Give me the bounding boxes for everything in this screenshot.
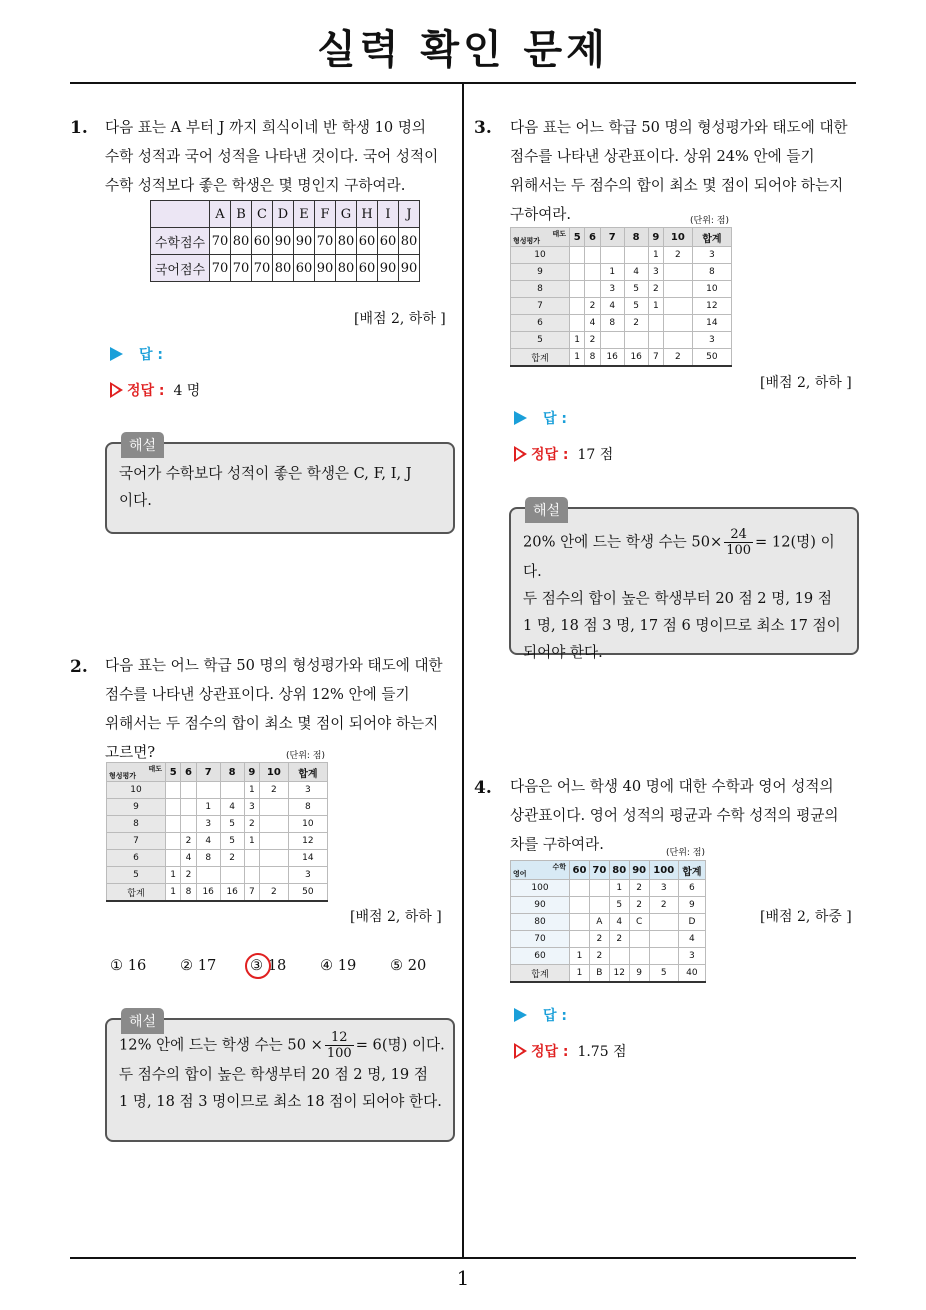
table-cell <box>609 948 629 965</box>
table-cell: 3 <box>648 264 663 281</box>
q2-unit: (단위: 점) <box>286 751 325 761</box>
table-cell <box>570 247 585 264</box>
table-row <box>511 914 706 931</box>
table-cell: 70 <box>315 228 336 255</box>
q2-score: [배점 2, 하하 ] <box>350 909 442 925</box>
table-cell: 14 <box>288 850 327 867</box>
table-cell: 16 <box>600 349 624 367</box>
table-cell: 14 <box>692 315 731 332</box>
table-cell <box>196 867 220 884</box>
table-cell <box>664 298 693 315</box>
q2-correlation-table <box>106 762 328 902</box>
row-label: 5 <box>107 867 166 884</box>
row-label: 8 <box>107 816 166 833</box>
table-cell <box>166 799 181 816</box>
table-cell <box>181 816 196 833</box>
table-header: 60 <box>570 861 590 880</box>
q3-explanation-box <box>509 503 859 661</box>
table-cell: 1 <box>570 965 590 983</box>
table-cell <box>585 247 600 264</box>
table-cell <box>664 264 693 281</box>
row-label: 9 <box>107 799 166 816</box>
table-row <box>511 281 732 298</box>
table-cell <box>570 298 585 315</box>
table-cell: 3 <box>196 816 220 833</box>
row-label: 합계 <box>511 965 570 983</box>
table-cell: 10 <box>692 281 731 298</box>
table-cell: 3 <box>692 247 731 264</box>
table-header: E <box>294 201 315 228</box>
table-row <box>511 264 732 281</box>
table-corner <box>151 201 210 228</box>
table-cell: 7 <box>648 349 663 367</box>
table-cell: 3 <box>600 281 624 298</box>
table-cell: 2 <box>260 884 289 902</box>
row-label: 국어점수 <box>151 255 210 282</box>
table-cell: 2 <box>244 816 259 833</box>
table-cell <box>648 315 663 332</box>
table-row <box>511 931 706 948</box>
table-header: A <box>210 201 231 228</box>
q2-number: 2. <box>70 657 88 677</box>
table-cell <box>589 897 609 914</box>
table-cell <box>166 782 181 799</box>
table-header: H <box>357 201 378 228</box>
table-cell: 4 <box>181 850 196 867</box>
table-cell: 7 <box>244 884 259 902</box>
explanation-tab: 해설 <box>121 1008 164 1034</box>
table-row <box>107 782 328 799</box>
table-cell <box>166 833 181 850</box>
row-label: 10 <box>107 782 166 799</box>
table-row <box>511 315 732 332</box>
table-cell <box>664 281 693 298</box>
q3-unit: (단위: 점) <box>690 216 729 226</box>
table-cell: 2 <box>260 782 289 799</box>
marked-answer-circle-icon <box>245 953 271 979</box>
table-header: 6 <box>585 228 600 247</box>
table-cell: 8 <box>181 884 196 902</box>
choice-3[interactable]: ③ 18 <box>250 957 287 974</box>
table-cell: 3 <box>288 867 327 884</box>
explanation-tab: 해설 <box>525 497 568 523</box>
table-header: I <box>378 201 399 228</box>
table-cell: 2 <box>589 948 609 965</box>
table-cell <box>166 850 181 867</box>
table-cell: 16 <box>196 884 220 902</box>
table-cell <box>260 816 289 833</box>
table-cell: B <box>589 965 609 983</box>
table-cell <box>181 799 196 816</box>
row-label: 합계 <box>107 884 166 902</box>
table-cell <box>166 816 181 833</box>
table-header: 합계 <box>692 228 731 247</box>
table-cell: 2 <box>220 850 244 867</box>
q1-line: 수학 성적과 국어 성적을 나타낸 것이다. 국어 성적이 <box>105 148 439 165</box>
table-header: 100 <box>649 861 678 880</box>
table-cell <box>600 332 624 349</box>
table-cell <box>570 281 585 298</box>
row-label: 합계 <box>511 349 570 367</box>
table-row <box>511 897 706 914</box>
table-header: 5 <box>570 228 585 247</box>
table-cell: 60 <box>252 228 273 255</box>
table-header: 7 <box>600 228 624 247</box>
table-cell: 8 <box>585 349 600 367</box>
table-cell <box>260 799 289 816</box>
table-cell: 2 <box>649 897 678 914</box>
q1-line: 수학 성적보다 좋은 학생은 몇 명인지 구하여라. <box>105 177 406 194</box>
table-header: G <box>336 201 357 228</box>
table-cell <box>624 332 648 349</box>
play-icon <box>110 347 123 361</box>
row-label: 7 <box>107 833 166 850</box>
table-cell: 2 <box>585 332 600 349</box>
table-cell <box>600 247 624 264</box>
table-cell: 4 <box>585 315 600 332</box>
table-header: 7 <box>196 763 220 782</box>
table-cell <box>589 880 609 897</box>
table-cell: 5 <box>649 965 678 983</box>
table-cell: 1 <box>570 332 585 349</box>
table-header-row <box>107 763 328 782</box>
q4-correlation-table <box>510 860 706 983</box>
row-label: 6 <box>107 850 166 867</box>
table-cell: 3 <box>288 782 327 799</box>
table-row <box>107 850 328 867</box>
row-label: 100 <box>511 880 570 897</box>
table-cell: 60 <box>357 228 378 255</box>
table-cell: 50 <box>288 884 327 902</box>
table-cell <box>570 914 590 931</box>
table-row <box>107 884 328 902</box>
table-cell: 8 <box>196 850 220 867</box>
row-label: 5 <box>511 332 570 349</box>
table-row <box>511 349 732 367</box>
table-cell: 2 <box>609 931 629 948</box>
q3-answer-label: 답 : <box>514 408 567 428</box>
table-row <box>151 228 420 255</box>
table-cell: 1 <box>570 349 585 367</box>
table-header: 합계 <box>678 861 705 880</box>
table-cell <box>570 931 590 948</box>
row-label: 90 <box>511 897 570 914</box>
table-header-row <box>511 861 706 880</box>
table-cell <box>260 867 289 884</box>
table-header-row <box>151 201 420 228</box>
table-row <box>107 867 328 884</box>
table-header: 9 <box>648 228 663 247</box>
table-cell: 1 <box>600 264 624 281</box>
table-cell: 80 <box>273 255 294 282</box>
table-cell: 70 <box>210 228 231 255</box>
table-cell <box>570 264 585 281</box>
table-cell: 2 <box>181 867 196 884</box>
table-header: 10 <box>664 228 693 247</box>
row-label: 8 <box>511 281 570 298</box>
row-label: 9 <box>511 264 570 281</box>
q3-score: [배점 2, 하하 ] <box>760 375 852 391</box>
table-cell: 60 <box>357 255 378 282</box>
table-row <box>511 247 732 264</box>
table-cell: 2 <box>648 281 663 298</box>
column-divider <box>462 84 464 1259</box>
table-cell <box>570 897 590 914</box>
table-header: F <box>315 201 336 228</box>
explanation-text: 국어가 수학보다 성적이 좋은 학생은 C, F, I, J 이다. <box>119 465 412 509</box>
table-row <box>511 298 732 315</box>
table-cell <box>585 264 600 281</box>
table-cell: 90 <box>294 228 315 255</box>
table-cell: 3 <box>649 880 678 897</box>
q1-score-table <box>150 200 420 282</box>
table-cell: 1 <box>166 867 181 884</box>
row-label: 70 <box>511 931 570 948</box>
q4-number: 4. <box>474 778 492 798</box>
table-cell: 16 <box>624 349 648 367</box>
choice-5[interactable]: ⑤ 20 <box>390 957 427 974</box>
fraction: $\frac{24}{100}$ <box>726 527 752 558</box>
table-corner: 태도 형성평가 <box>107 763 166 782</box>
table-cell: 8 <box>288 799 327 816</box>
bottom-rule <box>70 1257 856 1259</box>
play-icon <box>514 1008 527 1022</box>
table-header: 10 <box>260 763 289 782</box>
table-cell: 2 <box>585 298 600 315</box>
table-cell: 10 <box>288 816 327 833</box>
table-cell: 5 <box>609 897 629 914</box>
choice-1[interactable]: ① 16 <box>110 957 147 974</box>
q2-explanation-box <box>105 1014 455 1142</box>
row-label: 6 <box>511 315 570 332</box>
row-label: 7 <box>511 298 570 315</box>
page-number: 1 <box>456 1266 470 1290</box>
table-cell <box>570 315 585 332</box>
table-header: 8 <box>624 228 648 247</box>
choice-2[interactable]: ② 17 <box>180 957 217 974</box>
table-cell: 12 <box>288 833 327 850</box>
table-cell: 1 <box>648 247 663 264</box>
table-cell: 60 <box>378 228 399 255</box>
table-row <box>107 799 328 816</box>
q3-correlation-table <box>510 227 732 367</box>
q1-line: 다음 표는 A 부터 J 까지 희식이네 반 학생 10 명의 <box>105 119 427 136</box>
q4-correct-answer: 정답 : 1.75 점 <box>514 1041 627 1061</box>
table-header: 9 <box>244 763 259 782</box>
table-cell: 5 <box>624 298 648 315</box>
q4-text: 다음은 어느 학생 40 명에 대한 수학과 영어 성적의 상관표이다. 영어 성적의 평균과 수학 성적의 평균의 차를 구하여라. <box>510 778 839 853</box>
table-cell <box>181 782 196 799</box>
table-cell: 9 <box>678 897 705 914</box>
table-header: 합계 <box>288 763 327 782</box>
table-header: 80 <box>609 861 629 880</box>
table-cell <box>629 948 649 965</box>
table-header-row <box>511 228 732 247</box>
table-cell <box>664 315 693 332</box>
page-title: 실력 확인 문제 <box>317 27 609 73</box>
row-label: 수학점수 <box>151 228 210 255</box>
table-cell <box>648 332 663 349</box>
table-cell: 90 <box>378 255 399 282</box>
q3-text: 다음 표는 어느 학급 50 명의 형성평가와 태도에 대한 점수를 나타낸 상관표이다. 상위 24% 안에 들기 위해서는 두 점수의 합이 최소 몇 점이 되어야 하는지 구하여라. <box>510 119 848 223</box>
table-cell: 5 <box>624 281 648 298</box>
table-cell: A <box>589 914 609 931</box>
table-cell: 70 <box>231 255 252 282</box>
table-cell <box>220 782 244 799</box>
q4-score: [배점 2, 하중 ] <box>760 909 852 925</box>
table-cell <box>649 948 678 965</box>
table-cell: 1 <box>244 833 259 850</box>
q4-answer-label: 답 : <box>514 1005 567 1025</box>
table-cell <box>260 850 289 867</box>
table-cell: 2 <box>181 833 196 850</box>
q1-score: [배점 2, 하하 ] <box>354 311 446 327</box>
table-cell: 4 <box>196 833 220 850</box>
table-cell <box>585 281 600 298</box>
q1-correct-answer: 정답 : 4 명 <box>110 380 200 400</box>
table-cell: 12 <box>692 298 731 315</box>
table-cell <box>244 850 259 867</box>
table-cell: 60 <box>294 255 315 282</box>
q2-text: 다음 표는 어느 학급 50 명의 형성평가와 태도에 대한 점수를 나타낸 상관표이다. 상위 12% 안에 들기 위해서는 두 점수의 합이 최소 몇 점이 되어야 하는지 고르면? <box>105 657 443 761</box>
q1-text <box>105 113 438 200</box>
table-cell: 1 <box>609 880 629 897</box>
table-cell <box>624 247 648 264</box>
q1-answer-label: 답 : <box>110 344 163 364</box>
table-header: B <box>231 201 252 228</box>
table-cell: 5 <box>220 816 244 833</box>
table-cell: 2 <box>629 897 649 914</box>
table-cell: 4 <box>220 799 244 816</box>
table-cell: 3 <box>692 332 731 349</box>
table-header: 5 <box>166 763 181 782</box>
table-cell: 4 <box>624 264 648 281</box>
table-row <box>511 880 706 897</box>
q1-explanation-box <box>105 438 455 534</box>
table-cell <box>664 332 693 349</box>
table-row <box>511 965 706 983</box>
table-corner: 수학 영어 <box>511 861 570 880</box>
table-cell <box>244 867 259 884</box>
row-label: 60 <box>511 948 570 965</box>
table-cell <box>570 880 590 897</box>
table-cell: 3 <box>244 799 259 816</box>
outline-triangle-icon <box>514 446 527 462</box>
table-cell: 80 <box>336 228 357 255</box>
table-cell <box>649 931 678 948</box>
table-header: D <box>273 201 294 228</box>
table-cell: 4 <box>600 298 624 315</box>
table-cell: 9 <box>629 965 649 983</box>
table-row <box>511 948 706 965</box>
table-cell: 1 <box>244 782 259 799</box>
table-cell: 6 <box>678 880 705 897</box>
table-cell: 80 <box>336 255 357 282</box>
table-cell: 3 <box>678 948 705 965</box>
table-cell <box>260 833 289 850</box>
table-cell: C <box>629 914 649 931</box>
table-cell: 1 <box>196 799 220 816</box>
table-header: 6 <box>181 763 196 782</box>
table-cell: 2 <box>664 247 693 264</box>
table-cell: 2 <box>624 315 648 332</box>
table-cell: 2 <box>629 880 649 897</box>
table-cell: 4 <box>678 931 705 948</box>
table-cell: 2 <box>589 931 609 948</box>
row-label: 10 <box>511 247 570 264</box>
table-cell <box>196 782 220 799</box>
q3-correct-answer: 정답 : 17 점 <box>514 444 613 464</box>
table-header: 70 <box>589 861 609 880</box>
table-cell: 80 <box>399 228 420 255</box>
table-cell: 1 <box>166 884 181 902</box>
q1-number: 1. <box>70 118 88 138</box>
table-cell: 2 <box>664 349 693 367</box>
table-row <box>107 833 328 850</box>
table-cell: 90 <box>273 228 294 255</box>
table-cell: 90 <box>315 255 336 282</box>
table-header: 8 <box>220 763 244 782</box>
table-row <box>151 255 420 282</box>
table-cell: 16 <box>220 884 244 902</box>
table-cell: 90 <box>399 255 420 282</box>
choice-4[interactable]: ④ 19 <box>320 957 357 974</box>
table-corner: 태도 형성평가 <box>511 228 570 247</box>
q3-number: 3. <box>474 118 492 138</box>
table-cell: 5 <box>220 833 244 850</box>
table-header: 90 <box>629 861 649 880</box>
play-icon <box>514 411 527 425</box>
table-cell: 12 <box>609 965 629 983</box>
table-row <box>511 332 732 349</box>
explanation-text: 20% 안에 드는 학생 수는 50× $\frac{24}{100}$ = 12(명) 이다. 두 점수의 합이 높은 학생부터 20 점 2 명, 19 점 1 명, 18 점 3 명, 17 점 6 명이므로 최소 17 점이 되어야 한다. <box>523 527 841 661</box>
table-cell: 40 <box>678 965 705 983</box>
table-cell: D <box>678 914 705 931</box>
table-cell <box>649 914 678 931</box>
fraction: $\frac{12}{100}$ <box>326 1030 352 1061</box>
table-cell: 50 <box>692 349 731 367</box>
table-cell: 8 <box>692 264 731 281</box>
table-row <box>107 816 328 833</box>
table-cell: 4 <box>609 914 629 931</box>
table-cell: 8 <box>600 315 624 332</box>
q4-unit: (단위: 점) <box>666 848 705 858</box>
row-label: 80 <box>511 914 570 931</box>
table-header: J <box>399 201 420 228</box>
table-cell <box>220 867 244 884</box>
table-cell: 70 <box>252 255 273 282</box>
table-cell: 1 <box>648 298 663 315</box>
table-header: C <box>252 201 273 228</box>
outline-triangle-icon <box>110 382 123 398</box>
table-cell: 80 <box>231 228 252 255</box>
table-cell: 1 <box>570 948 590 965</box>
outline-triangle-icon <box>514 1043 527 1059</box>
explanation-tab: 해설 <box>121 432 164 458</box>
table-cell <box>629 931 649 948</box>
table-cell: 70 <box>210 255 231 282</box>
explanation-text: 12% 안에 드는 학생 수는 50 × $\frac{12}{100}$ = 6(명) 이다. 두 점수의 합이 높은 학생부터 20 점 2 명, 19 점 1 명, 18 점 3 명이므로 최소 18 점이 되어야 한다. <box>119 1030 445 1110</box>
